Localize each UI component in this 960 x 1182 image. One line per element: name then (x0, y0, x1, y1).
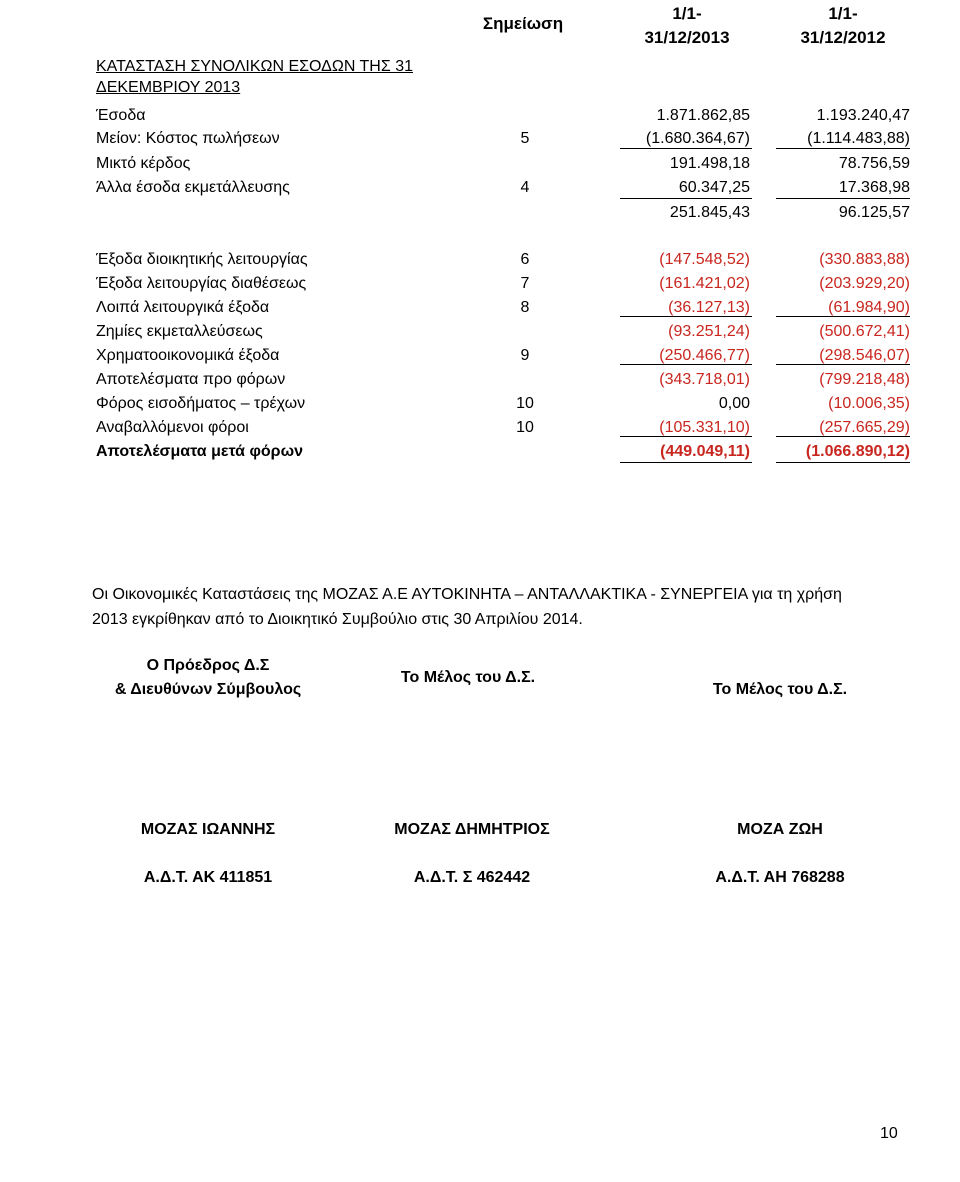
row-value-2013: (1.680.364,67) (645, 130, 750, 147)
row-value-2013: 1.871.862,85 (656, 107, 750, 124)
row-value-2013: (93.251,24) (668, 323, 750, 340)
page-number: 10 (880, 1125, 898, 1142)
row-note: 10 (516, 395, 534, 412)
table-row (0, 368, 960, 391)
approval-paragraph (92, 582, 922, 632)
row-note: 7 (520, 275, 530, 292)
note-column-header: Σημείωση (482, 14, 564, 33)
table-row (0, 176, 960, 199)
rule-2012-after-expenses (776, 316, 910, 317)
row-value-2013: (343.718,01) (659, 371, 750, 388)
rule-2013-after-other-income (620, 198, 752, 199)
row-value-2012: 1.193.240,47 (816, 107, 910, 124)
row-value-2013: 251.845,43 (669, 204, 750, 221)
row-label: Φόρος εισοδήματος – τρέχων (96, 395, 306, 412)
row-label: Αναβαλλόμενοι φόροι (96, 419, 249, 436)
row-value-2012: (799.218,48) (819, 371, 910, 388)
row-value-2012: (61.984,90) (828, 299, 910, 316)
table-row (0, 320, 960, 343)
row-label: Ζημίες εκμεταλλεύσεως (96, 323, 263, 340)
rule-2013-after-taxes (620, 436, 752, 437)
table-row-subtotal (0, 201, 960, 224)
statement-title-line2: ΔΕΚΕΜΒΡΙΟΥ 2013 (96, 79, 241, 96)
signatory-role-president (88, 654, 328, 702)
table-row (0, 272, 960, 295)
row-value-2013: (36.127,13) (668, 299, 750, 316)
row-note: 9 (520, 347, 530, 364)
row-value-2012: (10.006,35) (828, 395, 910, 412)
row-label: Έξοδα διοικητικής λειτουργίας (96, 251, 308, 268)
rule-2012-after-taxes (776, 436, 910, 437)
row-note: 8 (520, 299, 530, 316)
row-note: 5 (520, 130, 530, 147)
row-value-2013: (161.421,02) (659, 275, 750, 292)
row-value-2012: 17.368,98 (838, 179, 910, 196)
year-2013-header-line2: 31/12/2013 (644, 28, 730, 47)
row-note: 4 (520, 179, 530, 196)
row-value-2013: (105.331,10) (659, 419, 750, 436)
year-2012-header-line2: 31/12/2012 (800, 28, 886, 47)
role-line1: Ο Πρόεδρος Δ.Σ (146, 657, 270, 674)
rule-2012-after-finance (776, 364, 910, 365)
signatory-role-member-1: Το Μέλος του Δ.Σ. (400, 669, 536, 686)
signatory-name-president: ΜΟΖΑΣ ΙΩΑΝΝΗΣ (140, 821, 276, 838)
statement-title-line1: ΚΑΤΑΣΤΑΣΗ ΣΥΝΟΛΙΚΩΝ ΕΣΟΔΩΝ ΤΗΣ 31 (96, 58, 413, 75)
signatory-name-member-2: ΜΟΖΑ ΖΩΗ (737, 821, 823, 838)
signatory-id-member-1: Α.Δ.Τ. Σ 462442 (413, 869, 531, 886)
approval-line2: 2013 εγκρίθηκαν από το Διοικητικό Συμβούλιο στις 30 Απριλίου 2014. (92, 611, 583, 628)
row-label: Έξοδα λειτουργίας διαθέσεως (96, 275, 307, 292)
table-row (0, 127, 960, 150)
signatory-id-member-2: Α.Δ.Τ. ΑΗ 768288 (715, 869, 845, 886)
row-label: Αποτελέσματα προ φόρων (96, 371, 286, 388)
table-row (0, 392, 960, 415)
row-value-2012: (500.672,41) (819, 323, 910, 340)
row-value-2013: 191.498,18 (669, 155, 750, 172)
year-2013-header-line1: 1/1- (672, 4, 702, 23)
row-label: Αποτελέσματα μετά φόρων (96, 443, 303, 460)
approval-line1: Οι Οικονομικές Καταστάσεις της ΜΟΖΑΣ Α.Ε ΑΥΤΟΚΙΝΗΤΑ – ΑΝΤΑΛΛΑΚΤΙΚΑ - ΣΥΝΕΡΓΕΙΑ για τη χρήση (92, 586, 842, 603)
rule-2013-after-cost (620, 148, 752, 149)
rule-2012-after-cost (776, 148, 910, 149)
table-row (0, 248, 960, 271)
row-value-2012: 96.125,57 (838, 204, 910, 221)
row-label: Χρηματοοικονομικά έξοδα (96, 347, 280, 364)
row-value-2012: 78.756,59 (838, 155, 910, 172)
row-value-2012: (203.929,20) (819, 275, 910, 292)
row-label: Λοιπά λειτουργικά έξοδα (96, 299, 270, 316)
rule-2013-total (620, 462, 752, 463)
table-row-total (0, 440, 960, 463)
row-value-2013: (449.049,11) (660, 443, 750, 460)
signatory-name-member-1: ΜΟΖΑΣ ΔΗΜΗΤΡΙΟΣ (394, 821, 550, 838)
row-value-2012: (1.114.483,88) (807, 130, 910, 147)
row-value-2012: (330.883,88) (819, 251, 910, 268)
year-2013-header (624, 2, 750, 50)
year-2012-header (780, 2, 906, 50)
row-value-2012: (298.546,07) (819, 347, 910, 364)
row-value-2012: (1.066.890,12) (805, 443, 910, 460)
row-label: Μικτό κέρδος (96, 155, 191, 172)
year-2012-header-line1: 1/1- (828, 4, 858, 23)
signatory-role-member-2: Το Μέλος του Δ.Σ. (712, 681, 848, 698)
table-row (0, 152, 960, 175)
row-value-2013: 0,00 (718, 395, 750, 412)
row-note: 10 (516, 419, 534, 436)
row-value-2013: (147.548,52) (659, 251, 750, 268)
row-label: Μείον: Κόστος πωλήσεων (96, 130, 280, 147)
rule-2012-total (776, 462, 910, 463)
row-value-2013: 60.347,25 (678, 179, 750, 196)
rule-2012-after-other-income (776, 198, 910, 199)
row-note: 6 (520, 251, 530, 268)
rule-2013-after-expenses (620, 316, 752, 317)
row-label: Έσοδα (96, 107, 146, 124)
signatory-id-president: Α.Δ.Τ. ΑΚ 411851 (143, 869, 273, 886)
row-value-2012: (257.665,29) (819, 419, 910, 436)
table-row (0, 104, 960, 127)
row-value-2013: (250.466,77) (659, 347, 750, 364)
role-line2: & Διευθύνων Σύμβουλος (114, 681, 302, 698)
statement-title (96, 56, 413, 98)
rule-2013-after-finance (620, 364, 752, 365)
row-label: Άλλα έσοδα εκμετάλλευσης (96, 179, 290, 196)
